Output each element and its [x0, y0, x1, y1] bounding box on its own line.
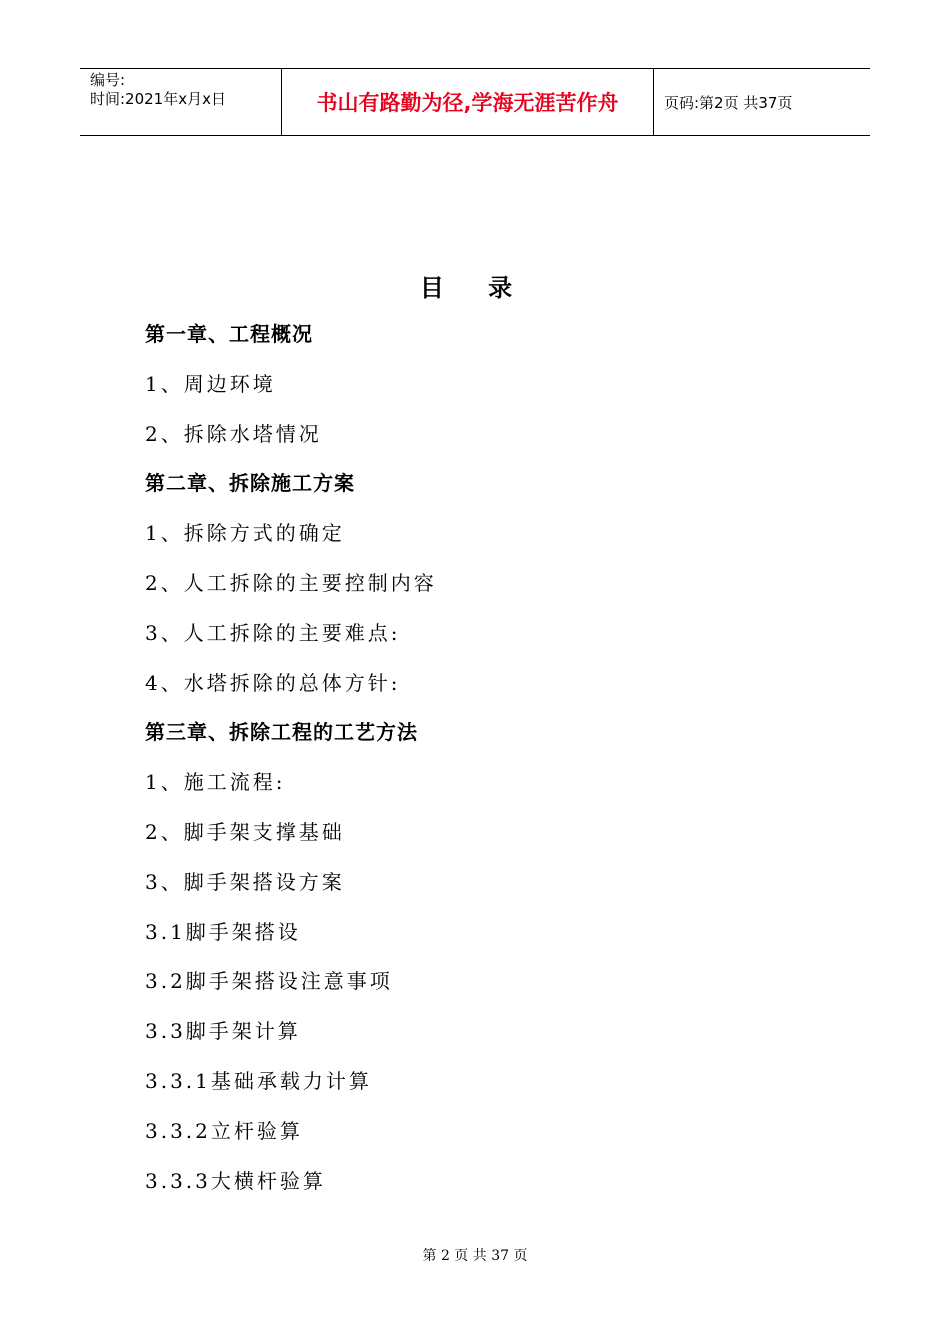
- toc-item[interactable]: 1、拆除方式的确定: [145, 521, 345, 546]
- toc-item[interactable]: 第二章、拆除施工方案: [145, 471, 355, 496]
- page-title: 目 录: [419, 274, 531, 302]
- header-time-label: 时间:2021年x月x日: [90, 90, 226, 108]
- toc-item[interactable]: 2、拆除水塔情况: [145, 421, 322, 446]
- toc-item[interactable]: 3、人工拆除的主要难点:: [145, 620, 401, 645]
- toc-item[interactable]: 1、周边环境: [145, 371, 276, 396]
- toc-item[interactable]: 2、人工拆除的主要控制内容: [145, 570, 437, 595]
- toc-item[interactable]: 3.1脚手架搭设: [145, 919, 301, 944]
- header-number-label: 编号:: [90, 71, 126, 89]
- toc-item[interactable]: 第一章、工程概况: [145, 322, 313, 346]
- toc-item[interactable]: 4、水塔拆除的总体方针:: [145, 670, 401, 695]
- header-motto: 书山有路勤为径,学海无涯苦作舟: [282, 69, 654, 135]
- toc-item[interactable]: 3、脚手架搭设方案: [145, 869, 345, 894]
- page-footer: 第 2 页 共 37 页: [422, 1248, 528, 1264]
- toc-item[interactable]: 3.3.2立杆验算: [145, 1118, 303, 1143]
- page-header: [80, 68, 870, 136]
- toc-item[interactable]: 3.3.1基础承载力计算: [145, 1068, 372, 1093]
- toc-item[interactable]: 3.3脚手架计算: [145, 1019, 301, 1044]
- header-meta: [80, 69, 282, 135]
- table-of-contents: [145, 318, 845, 1214]
- toc-item[interactable]: 3.2脚手架搭设注意事项: [145, 969, 393, 994]
- toc-item[interactable]: 1、施工流程:: [145, 770, 286, 795]
- header-page-info: 页码:第2页 共37页: [664, 93, 793, 112]
- toc-item[interactable]: 第三章、拆除工程的工艺方法: [145, 720, 418, 745]
- toc-item[interactable]: 2、脚手架支撑基础: [145, 819, 345, 844]
- toc-item[interactable]: 3.3.3大横杆验算: [145, 1168, 326, 1193]
